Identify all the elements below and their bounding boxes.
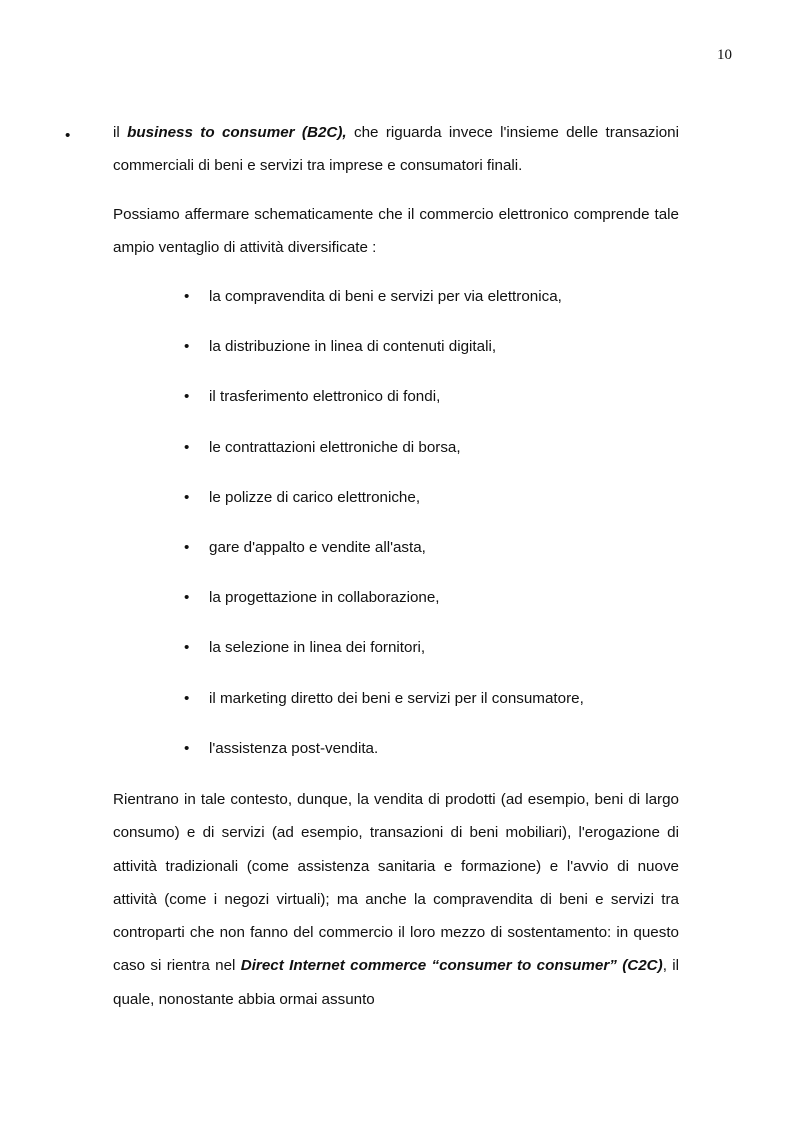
b2c-text-before: il — [113, 124, 128, 141]
bullet-icon: • — [65, 127, 71, 144]
list-item — [184, 382, 584, 432]
list-item — [184, 583, 584, 633]
closing-text-after: , il quale, nonostante abbia ormai assunto — [113, 957, 680, 1008]
bullet-icon: • — [184, 689, 190, 707]
bullet-icon: • — [184, 488, 190, 506]
b2c-definition — [113, 116, 679, 182]
bullet-icon: • — [184, 388, 190, 406]
bullet-icon: • — [184, 538, 190, 556]
list-item-text: le contrattazioni elettroniche di borsa, — [209, 438, 461, 456]
bullet-icon: • — [184, 338, 190, 356]
bullet-icon: • — [184, 639, 190, 657]
b2c-term: business to consumer (B2C), — [127, 124, 347, 141]
bullet-icon: • — [184, 739, 190, 757]
list-item-text: il marketing diretto dei beni e servizi per il consumatore, — [209, 689, 584, 707]
list-item — [184, 433, 584, 483]
list-item-text: il trasferimento elettronico di fondi, — [209, 388, 441, 406]
activity-list — [184, 282, 584, 784]
list-item-text: la distribuzione in linea di contenuti digitali, — [209, 338, 497, 356]
list-item — [184, 684, 584, 734]
list-item — [184, 332, 584, 382]
intro-paragraph: Possiamo affermare schematicamente che il commercio elettronico comprende tale ampio ventaglio di attività diversificate : — [113, 206, 679, 256]
list-item — [184, 282, 584, 332]
list-item-text: gare d'appalto e vendite all'asta, — [209, 538, 426, 556]
b2c-text-after: che riguarda invece l'insieme delle transazioni commerciali di beni e servizi tra imprese e consumatori finali. — [113, 124, 679, 174]
closing-paragraph — [113, 783, 679, 1016]
list-item — [184, 533, 584, 583]
list-item — [184, 633, 584, 683]
c2c-term: Direct Internet commerce “consumer to consumer” (C2C) — [240, 957, 663, 975]
list-item-text: le polizze di carico elettroniche, — [209, 488, 421, 506]
page-number: 10 — [717, 47, 732, 63]
list-item — [184, 734, 584, 784]
bullet-icon: • — [184, 589, 190, 607]
closing-text-before: Rientrano in tale contesto, dunque, la vendita di prodotti (ad esempio, beni di largo consumo) e di servizi (ad esempio, transazioni di beni mobiliari), l'erogazione di attività tradizionali (come assistenza sanitaria e formazione) e l'avvio di nuove attività (come i negozi virtuali); ma anche la compravendita di beni e servizi tra controparti che non fanno del commercio il loro mezzo di sostentamento: in questo caso si rientra nel — [113, 791, 679, 975]
bullet-icon: • — [184, 438, 190, 456]
list-item-text: la selezione in linea dei fornitori, — [209, 639, 426, 657]
list-item — [184, 483, 584, 533]
list-item-text: la compravendita di beni e servizi per via elettronica, — [209, 288, 562, 305]
list-item-text: la progettazione in collaborazione, — [209, 589, 440, 607]
bullet-icon: • — [184, 288, 190, 305]
list-item-text: l'assistenza post-vendita. — [209, 739, 379, 757]
